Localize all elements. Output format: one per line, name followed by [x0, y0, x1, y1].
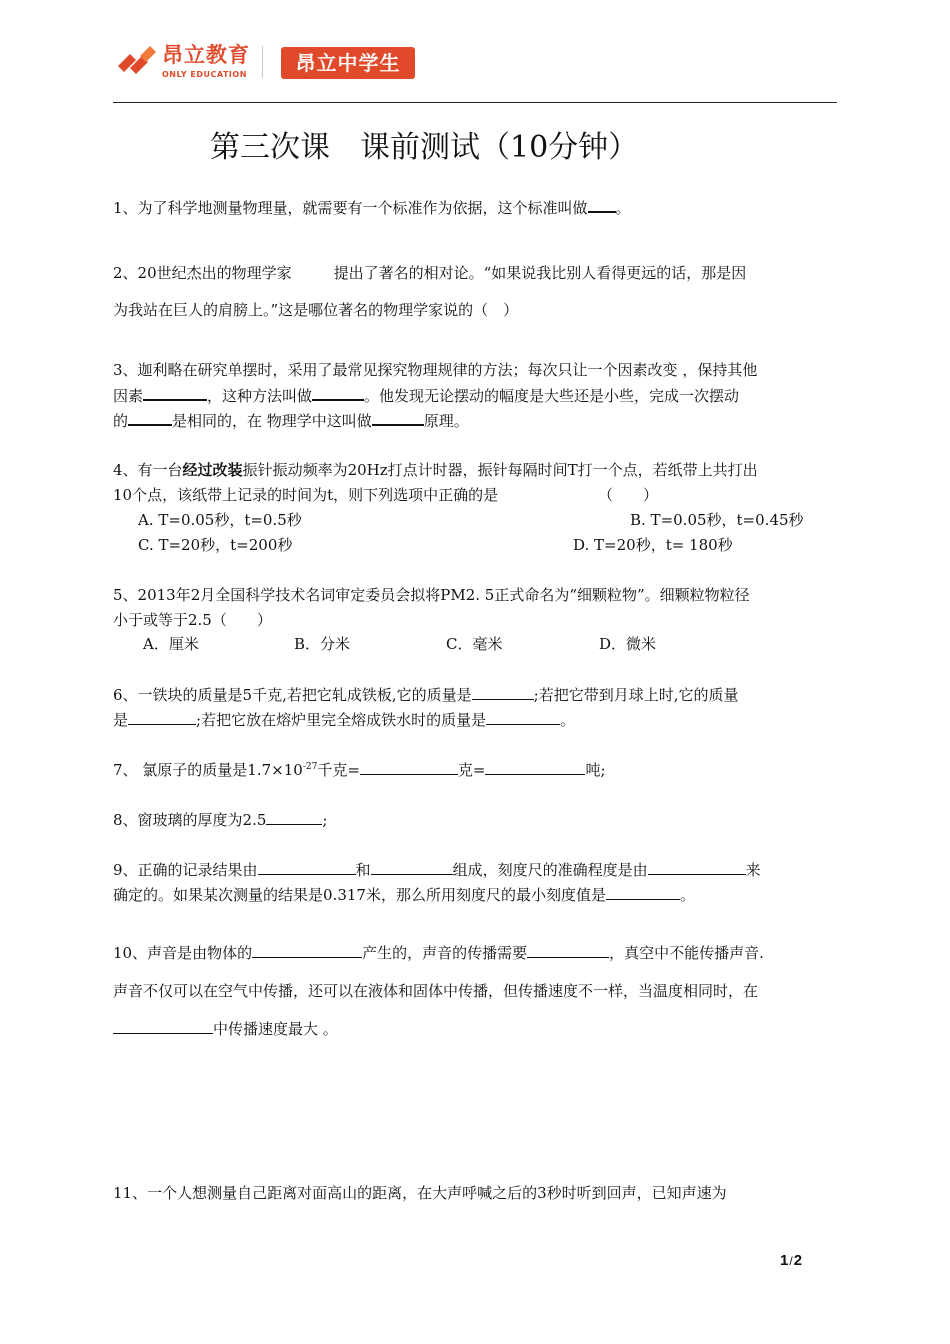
question-11-line-1: 11、一个人想测量自己距离对面高山的距离，在大声呼喊之后的3秒时听到回声，已知声速为 — [113, 1184, 727, 1202]
question-4-option-b: B. T=0.05秒，t=0.45秒 — [630, 511, 804, 529]
question-5-option-d: D．微米 — [599, 635, 657, 653]
page-title: 第三次课 课前测试（10分钟） — [210, 130, 639, 165]
question-1: 1、为了科学地测量物理量，就需要有一个标准作为依据，这个标准叫做 。 — [113, 199, 631, 217]
question-6-line-1: 6、一铁块的质量是5千克,若把它轧成铁板,它的质量是 ;若把它带到月球上时,它的质量 — [113, 686, 739, 704]
header-rule — [113, 102, 837, 103]
question-4-line-2: 10个点，该纸带上记录的时间为t，则下列选项中正确的是 — [113, 486, 499, 504]
brand-badge: 昂立中学生 — [281, 47, 415, 79]
page-number: 1/2 — [780, 1252, 803, 1269]
question-5-line-2: 小于或等于2.5（ ） — [113, 611, 272, 629]
header-separator — [262, 46, 263, 78]
brand-logo-icon — [116, 44, 158, 78]
question-4-option-d: D. T=20秒，t= 180秒 — [573, 536, 733, 554]
question-7: 7、 氯原子的质量是$1.7\times 10^{-27}$千克= 克= 吨; — [113, 761, 606, 779]
question-9-line-2: 确定的。如果某次测量的结果是0.317米，那么所用刻度尺的最小刻度值是 。 — [113, 886, 695, 904]
question-4-option-c: C. T=20秒，t=200秒 — [138, 536, 293, 554]
question-10-line-1: 10、声音是由物体的 产生的，声音的传播需要 ，真空中不能传播声音. — [113, 944, 764, 962]
brand-name: 昂立教育 — [162, 43, 250, 67]
question-5-line-1: 5、2013年2月全国科学技术名词审定委员会拟将PM2. 5正式命名为“细颗粒物”。细颗粒物粒径 — [113, 586, 750, 604]
question-4-line-1: 4、有一台经过改装振针振动频率为20Hz打点计时器，振针每隔时间T打一个点，若纸带上共打出 — [113, 461, 758, 479]
question-4-paren: （ ） — [598, 486, 659, 504]
brand-subtitle: ONLY EDUCATION — [162, 70, 247, 79]
question-4-option-a: A. T=0.05秒，t=0.5秒 — [138, 511, 302, 529]
question-2-line-2: 为我站在巨人的肩膀上。”这是哪位著名的物理学家说的（ ） — [113, 301, 519, 319]
question-8: 8、窗玻璃的厚度为2.5 ; — [113, 811, 328, 829]
question-6-line-2: 是 ;若把它放在熔炉里完全熔成铁水时的质量是 。 — [113, 711, 576, 729]
question-3-line-2: 因素 ，这种方法叫做 。他发现无论摆动的幅度是大些还是小些，完成一次摆动 — [113, 387, 740, 405]
question-3-line-1: 3、迦利略在研究单摆时，采用了最常见探究物理规律的方法；每次只让一个因素改变 ，保持其他 — [113, 361, 758, 379]
question-10-line-3: 中传播速度最大 。 — [113, 1019, 338, 1039]
question-3-line-3: 的 是相同的，在 物理学中这叫做 原理。 — [113, 412, 469, 430]
question-10-line-2: 声音不仅可以在空气中传播，还可以在液体和固体中传播，但传播速度不一样，当温度相同时，在 — [113, 982, 759, 1000]
question-2-line-1: 2、20世纪杰出的物理学家 提出了著名的相对论。“如果说我比别人看得更远的话，那是因 — [113, 264, 747, 282]
question-5-option-c: C．毫米 — [446, 635, 503, 653]
question-5-option-a: A．厘米 — [143, 635, 199, 653]
question-9-line-1: 9、正确的记录结果由 和 组成，刻度尺的准确程度是由 来 — [113, 861, 761, 879]
question-5-option-b: B．分米 — [294, 635, 351, 653]
